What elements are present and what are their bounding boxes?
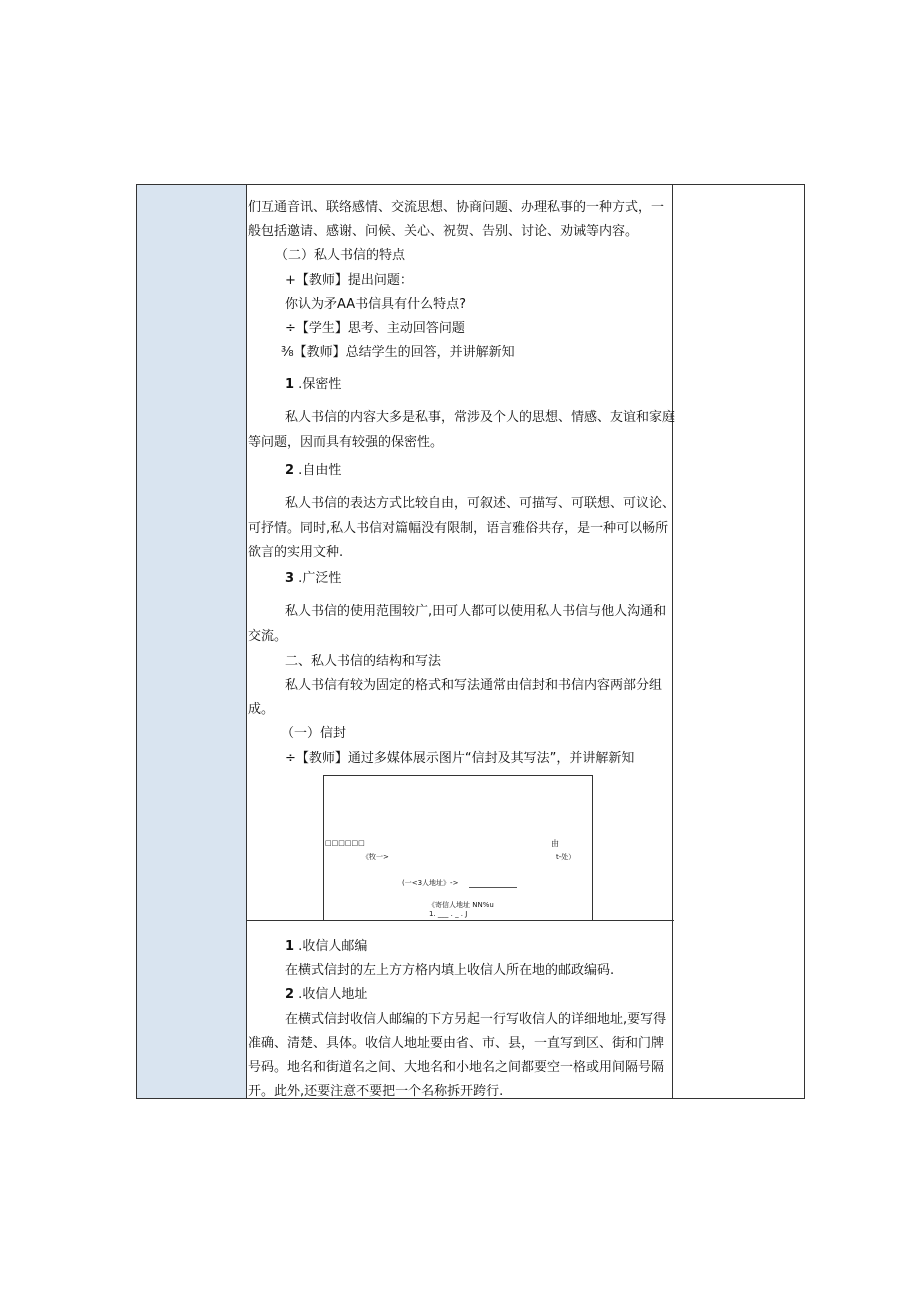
postcode-boxes: □□□□□□ (325, 839, 365, 847)
text-line: 交流。 (248, 629, 288, 644)
text-line: ÷【学生】思考、主动回答问题 (285, 321, 465, 336)
text-line: 准确、清楚、具体。收信人地址要由省、市、县，一直写到区、街和门牌 (248, 1036, 665, 1051)
numbered-heading: 3 .广泛性 (285, 571, 342, 586)
right-column (672, 185, 804, 1098)
left-column (137, 185, 247, 1098)
sender-address-label: 《寄信人地址 NN%u (428, 901, 494, 909)
text-line: 可抒情。同时,私人书信对篇幅没有限制，语言雅俗共存，是一种可以畅所 (248, 521, 669, 536)
text-line: 们互通音讯、联络感情、交流思想、协商问题、办理私事的一种方式，一 (248, 200, 665, 215)
envelope-char: 由 (551, 839, 559, 848)
text-line: 开。此外,还要注意不要把一个名称拆开跨行. (248, 1084, 504, 1099)
text-line: 在横式信封的左上方方格内填上收信人所在地的邮政编码. (285, 963, 615, 978)
content-cell (247, 185, 674, 1098)
section-heading: （一）信封 (281, 726, 347, 741)
text-line: 欲言的实用文种. (248, 545, 344, 560)
text-line: 在横式信封收信人邮编的下方另起一行写收信人的详细地址,要写得 (285, 1012, 667, 1027)
address-underline (469, 887, 517, 888)
numbered-heading: 2 .收信人地址 (285, 987, 368, 1002)
numbered-heading: 1 .收信人邮编 (285, 939, 368, 954)
heading-text: 保密性 (302, 377, 342, 392)
text-line: ⅜【教师】总结学生的回答，并讲解新知 (281, 345, 515, 360)
numbered-heading: 2 .自由性 (285, 463, 342, 478)
envelope-bottom-line: 1. ___ . _ . J (429, 910, 468, 918)
text-line: 等问题，因而具有较强的保密性。 (248, 435, 444, 450)
text-line: 般包括邀请、感谢、问候、关心、祝贺、告别、讨论、劝诫等内容。 (248, 224, 639, 239)
heading-number: 1 (285, 377, 295, 392)
text-line: 私人书信的内容大多是私事，常涉及个人的思想、情感、友谊和家庭 (285, 410, 676, 425)
heading-number: 3 (285, 571, 295, 586)
address-label: (一<3人地址》-> (402, 879, 459, 887)
chu-label: t-处） (556, 853, 576, 861)
heading-number: 2 (285, 463, 295, 478)
text-line: 你认为矛AA书信具有什么特点? (285, 297, 467, 312)
receiver-label: 《牧一> (362, 853, 389, 861)
text-line: 私人书信有较为固定的格式和写法通常由信封和书信内容两部分组 (285, 678, 663, 693)
numbered-heading: 1 .保密性 (285, 377, 342, 392)
text-line: ÷【教师】通过多媒体展示图片“信封及其写法”，并讲解新知 (285, 751, 635, 766)
text-line: 私人书信的表达方式比较自由，可叙述、可描写、可联想、可议论、 (285, 496, 676, 511)
lesson-table (136, 184, 805, 1099)
heading-text: 收信人邮编 (302, 939, 368, 954)
text-line: +【教师】提出问题： (285, 273, 413, 288)
heading-number: 2 (285, 987, 295, 1002)
section-heading: （二）私人书信的特点 (275, 248, 406, 263)
heading-number: 1 (285, 939, 295, 954)
section-heading: 二、私人书信的结构和写法 (285, 654, 442, 669)
text-line: 私人书信的使用范围较广,田可人都可以使用私人书信与他人沟通和 (285, 604, 667, 619)
heading-text: 广泛性 (302, 571, 342, 586)
heading-text: 收信人地址 (302, 987, 368, 1002)
text-line: 成。 (248, 702, 275, 717)
text-line: 号码。地名和街道名之间、大地名和小地名之间都要空一格或用间隔号隔 (248, 1060, 665, 1075)
heading-text: 自由性 (302, 463, 342, 478)
envelope-image (323, 775, 593, 920)
